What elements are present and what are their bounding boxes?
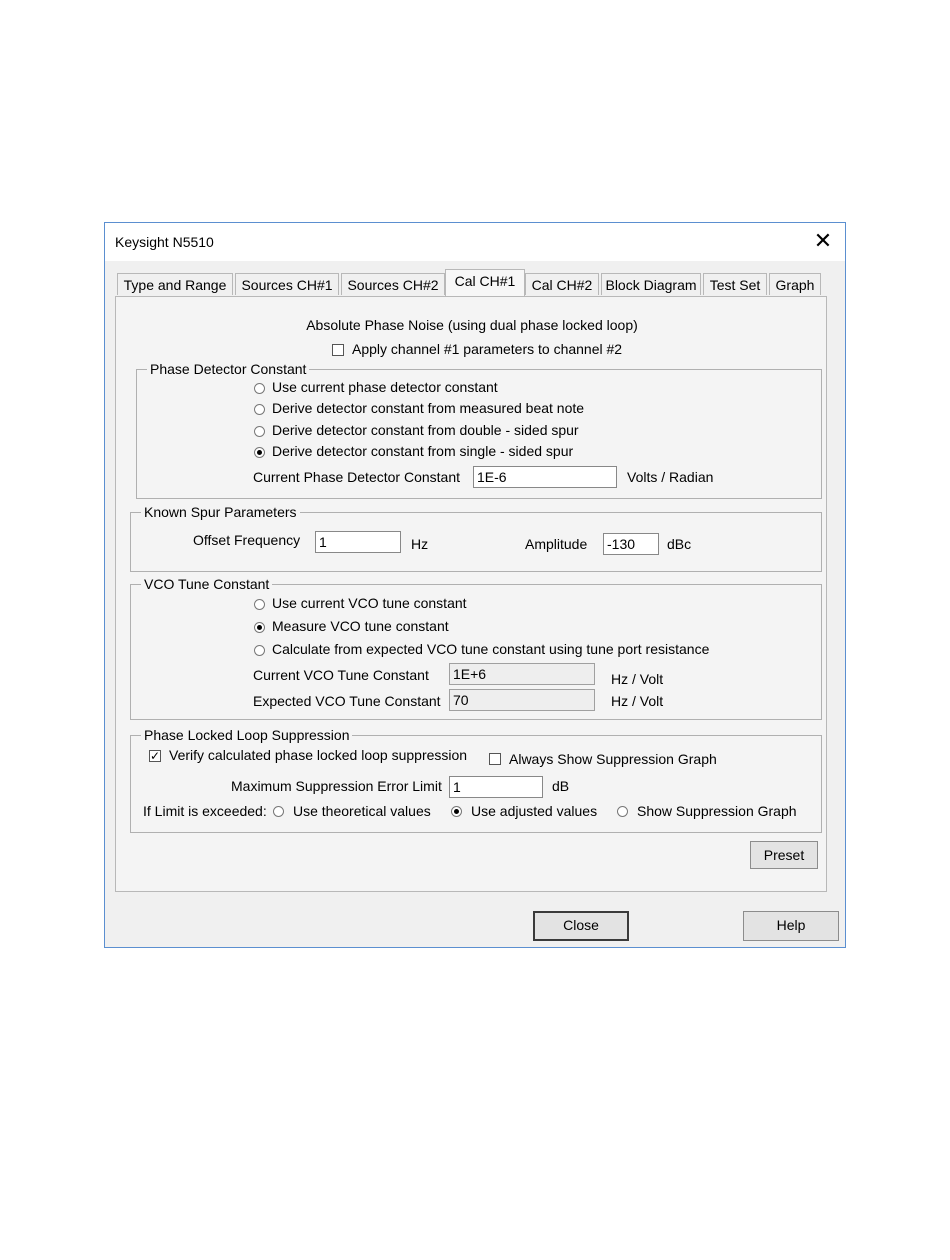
verify-suppression-checkbox[interactable]: ✓: [150, 749, 161, 763]
tab-block-diagram[interactable]: Block Diagram: [601, 273, 701, 295]
radio-measure-vco-label: Measure VCO tune constant: [272, 618, 449, 634]
tab-sources-ch2[interactable]: Sources CH#2: [341, 273, 445, 295]
tab-sources-ch1[interactable]: Sources CH#1: [235, 273, 339, 295]
vco-tune-group: [130, 576, 822, 720]
pll-suppression-group: [130, 727, 822, 833]
preset-button[interactable]: Preset: [750, 841, 818, 869]
known-spur-legend: Known Spur Parameters: [141, 504, 300, 520]
measurement-title: Absolute Phase Noise (using dual phase locked loop): [306, 317, 638, 333]
phase-detector-legend: Phase Detector Constant: [147, 361, 309, 377]
max-error-limit-field[interactable]: 1: [449, 776, 543, 798]
radio-use-adjusted[interactable]: [451, 806, 462, 817]
tab-test-set[interactable]: Test Set: [703, 273, 767, 295]
always-show-graph-checkbox[interactable]: [489, 753, 501, 765]
radio-derive-single-spur[interactable]: [254, 447, 265, 458]
title-bar: [105, 223, 845, 261]
offset-frequency-field[interactable]: 1: [315, 531, 401, 553]
radio-use-current-pd-label: Use current phase detector constant: [272, 379, 498, 395]
tab-type-and-range[interactable]: Type and Range: [117, 273, 233, 295]
pll-suppression-legend: Phase Locked Loop Suppression: [141, 727, 352, 743]
radio-use-theoretical[interactable]: [273, 806, 284, 817]
radio-use-adjusted-label: Use adjusted values: [471, 803, 598, 819]
verify-suppression-label: Verify calculated phase locked loop suppression: [169, 747, 468, 763]
apply-ch1-to-ch2-checkbox[interactable]: [332, 344, 344, 356]
radio-derive-beat-note-label: Derive detector constant from measured beat note: [272, 400, 585, 416]
expected-vco-constant-unit: Hz / Volt: [611, 693, 664, 709]
expected-vco-constant-label: Expected VCO Tune Constant: [253, 693, 441, 709]
close-button[interactable]: Close: [533, 911, 629, 941]
always-show-graph-label: Always Show Suppression Graph: [509, 751, 717, 767]
offset-frequency-label: Offset Frequency: [193, 532, 301, 548]
window-title: Keysight N5510: [115, 234, 214, 250]
known-spur-group: [130, 504, 822, 572]
max-error-limit-label: Maximum Suppression Error Limit: [231, 778, 442, 794]
help-button[interactable]: Help: [743, 911, 839, 941]
close-icon[interactable]: ✕: [813, 228, 833, 253]
radio-calculate-vco[interactable]: [254, 645, 265, 656]
radio-use-current-vco-label: Use current VCO tune constant: [272, 595, 467, 611]
max-error-limit-unit: dB: [552, 778, 570, 794]
cal-ch1-panel: [115, 296, 827, 892]
radio-derive-double-spur[interactable]: [254, 426, 265, 437]
apply-ch1-to-ch2-label: Apply channel #1 parameters to channel #2: [352, 341, 623, 357]
amplitude-unit: dBc: [667, 536, 692, 552]
current-pd-constant-label: Current Phase Detector Constant: [253, 469, 460, 485]
phase-detector-group: [136, 361, 822, 499]
radio-use-theoretical-label: Use theoretical values: [293, 803, 431, 819]
radio-show-graph[interactable]: [617, 806, 628, 817]
radio-calculate-vco-label: Calculate from expected VCO tune constant using tune port resistance: [272, 641, 710, 657]
radio-show-graph-label: Show Suppression Graph: [637, 803, 797, 819]
radio-use-current-pd[interactable]: [254, 383, 265, 394]
current-vco-constant-field: 1E+6: [449, 663, 595, 685]
dialog-window: [104, 222, 846, 948]
current-pd-constant-unit: Volts / Radian: [627, 469, 714, 485]
offset-frequency-unit: Hz: [411, 536, 429, 552]
limit-exceeded-label: If Limit is exceeded:: [143, 803, 267, 819]
tab-cal-ch2[interactable]: Cal CH#2: [525, 273, 599, 295]
tab-graph[interactable]: Graph: [769, 273, 821, 295]
current-pd-constant-field[interactable]: 1E-6: [473, 466, 617, 488]
radio-measure-vco[interactable]: [254, 622, 265, 633]
current-vco-constant-label: Current VCO Tune Constant: [253, 667, 429, 683]
radio-derive-double-spur-label: Derive detector constant from double - sided spur: [272, 422, 579, 438]
tab-cal-ch1[interactable]: Cal CH#1: [445, 269, 525, 296]
expected-vco-constant-field[interactable]: 70: [449, 689, 595, 711]
radio-use-current-vco[interactable]: [254, 599, 265, 610]
radio-derive-beat-note[interactable]: [254, 404, 265, 415]
current-vco-constant-unit: Hz / Volt: [611, 671, 664, 687]
vco-tune-legend: VCO Tune Constant: [141, 576, 272, 592]
radio-derive-single-spur-label: Derive detector constant from single - sided spur: [272, 443, 574, 459]
amplitude-label: Amplitude: [525, 536, 588, 552]
amplitude-field[interactable]: -130: [603, 533, 659, 555]
